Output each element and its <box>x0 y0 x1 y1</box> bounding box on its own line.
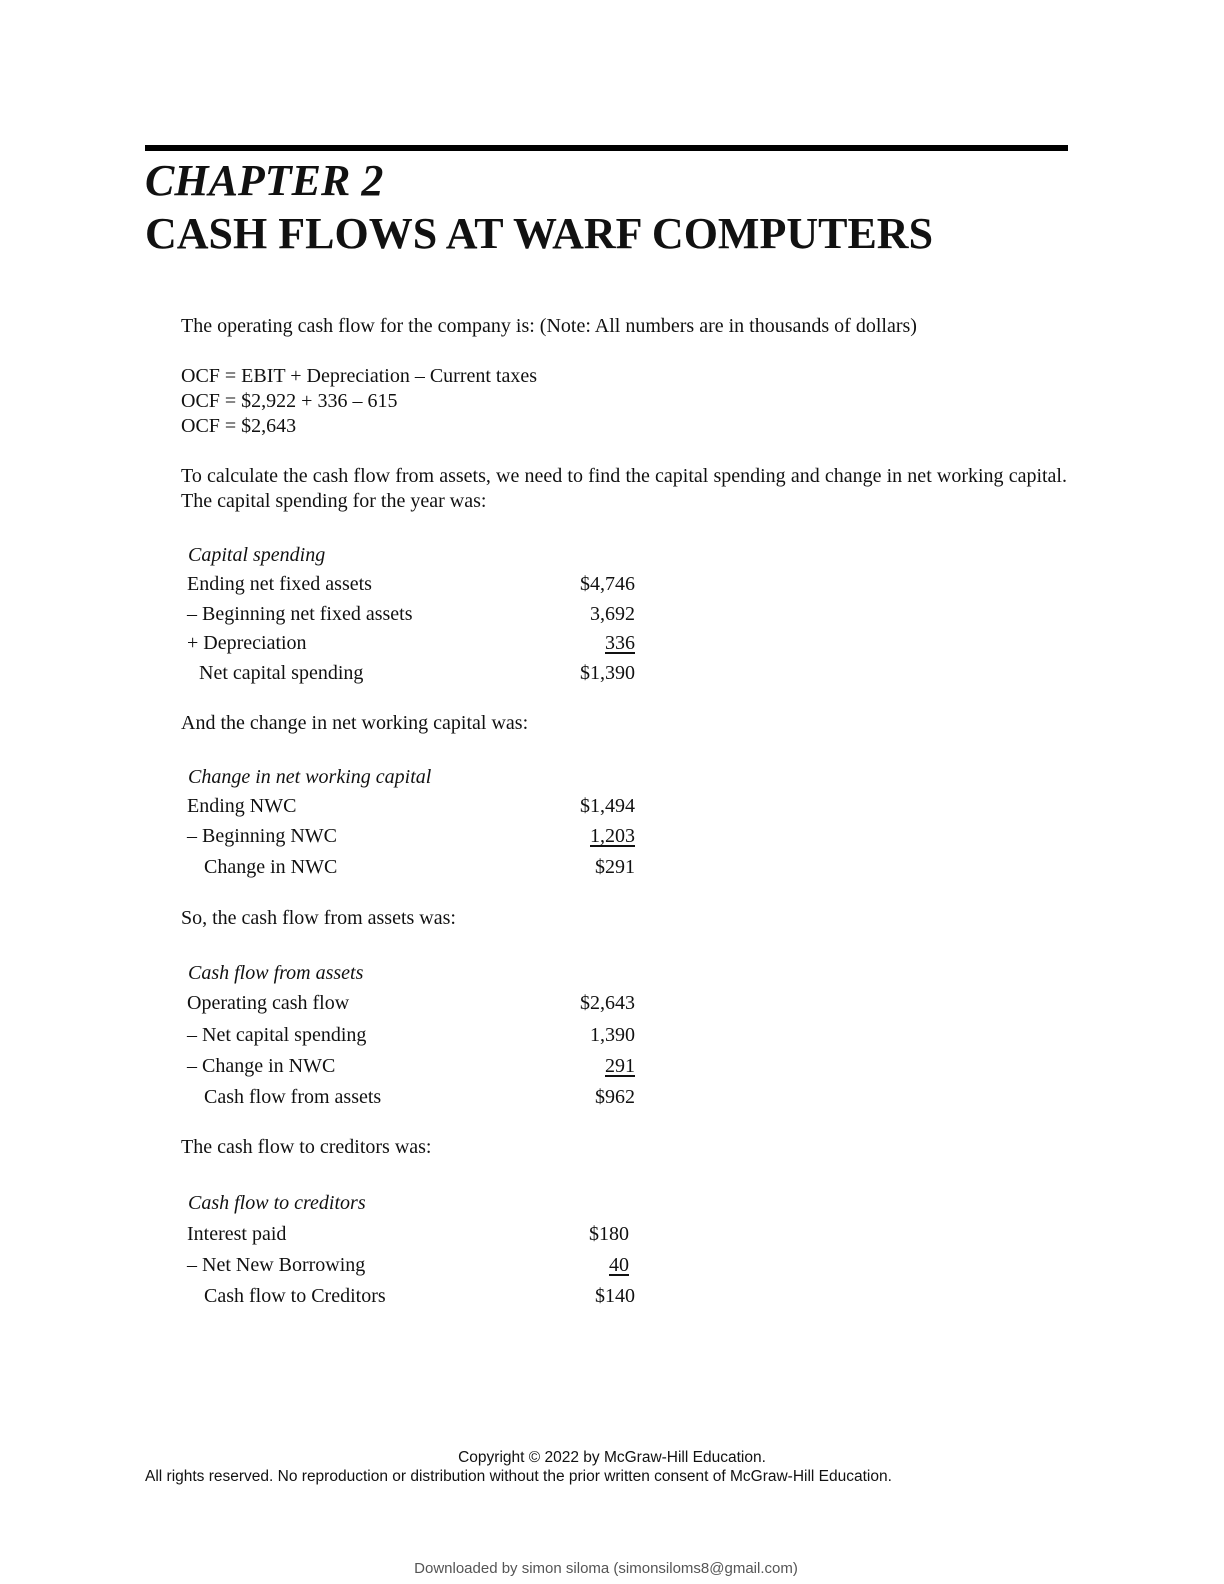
row-value: $140 <box>595 1285 635 1307</box>
row-value: $180 <box>589 1223 629 1245</box>
row-value: 291 <box>605 1055 635 1077</box>
table-row <box>187 988 635 1018</box>
row-label: + Depreciation <box>187 632 307 654</box>
cffa-heading: Cash flow from assets <box>188 962 364 984</box>
table-row <box>187 628 635 658</box>
row-value: $2,643 <box>580 992 635 1014</box>
table-row <box>187 1051 635 1081</box>
row-value: $1,494 <box>580 795 635 817</box>
table-row <box>187 1250 635 1280</box>
intro-paragraph: The operating cash flow for the company is: (Note: All numbers are in thousands of dollars) <box>181 315 917 337</box>
row-value: 336 <box>605 632 635 654</box>
table-row-total <box>187 658 635 688</box>
row-label: Cash flow to Creditors <box>204 1285 386 1307</box>
row-label: – Beginning NWC <box>187 825 337 847</box>
table-row <box>187 569 635 599</box>
row-label: Ending net fixed assets <box>187 573 372 595</box>
ocf-equation-line: OCF = EBIT + Depreciation – Current taxes <box>181 365 538 387</box>
row-label: – Net capital spending <box>187 1024 367 1046</box>
nwc-paragraph: And the change in net working capital was: <box>181 712 529 734</box>
row-label: – Beginning net fixed assets <box>187 603 413 625</box>
row-label: Ending NWC <box>187 795 297 817</box>
rights-notice: All rights reserved. No reproduction or distribution without the prior written consent of McGraw-Hill Education. <box>145 1468 892 1485</box>
row-label: Cash flow from assets <box>204 1086 382 1108</box>
table-row <box>187 821 635 851</box>
row-label: – Net New Borrowing <box>187 1254 366 1276</box>
row-value: 1,390 <box>590 1024 635 1046</box>
table-row <box>187 1020 635 1050</box>
row-value: $962 <box>595 1086 635 1108</box>
table-row <box>187 791 635 821</box>
chapter-title: CASH FLOWS AT WARF COMPUTERS <box>145 209 934 258</box>
row-value: 3,692 <box>590 603 635 625</box>
table-row-total <box>187 1281 635 1311</box>
row-value: $4,746 <box>580 573 635 595</box>
capital-spending-heading: Capital spending <box>188 544 326 566</box>
download-notice: Downloaded by simon siloma (simonsiloms8@gmail.com) <box>414 1560 798 1577</box>
row-label: – Change in NWC <box>187 1055 336 1077</box>
row-label: Interest paid <box>187 1223 287 1245</box>
ocf-equation-line: OCF = $2,643 <box>181 415 297 437</box>
chapter-number: CHAPTER 2 <box>145 156 384 205</box>
creditors-heading: Cash flow to creditors <box>188 1192 366 1214</box>
ocf-equation-line: OCF = $2,922 + 336 – 615 <box>181 390 398 412</box>
row-label: Operating cash flow <box>187 992 350 1014</box>
copyright-notice: Copyright © 2022 by McGraw-Hill Education. <box>458 1449 766 1466</box>
creditors-paragraph: The cash flow to creditors was: <box>181 1136 432 1158</box>
nwc-heading: Change in net working capital <box>188 766 432 788</box>
table-row-total <box>187 852 635 882</box>
table-row <box>187 1219 635 1249</box>
chapter-rule <box>145 145 1068 151</box>
row-value: 40 <box>609 1254 629 1276</box>
row-label: Net capital spending <box>199 662 364 684</box>
table-row-total <box>187 1082 635 1112</box>
capital-spending-paragraph: To calculate the cash flow from assets, we need to find the capital spending and change in net working capital. The capital spending for the year was: <box>181 465 1067 512</box>
row-label: Change in NWC <box>204 856 338 878</box>
row-value: $291 <box>595 856 635 878</box>
table-row <box>187 599 635 629</box>
row-value: $1,390 <box>580 662 635 684</box>
row-value: 1,203 <box>590 825 635 847</box>
cffa-paragraph: So, the cash flow from assets was: <box>181 907 456 929</box>
